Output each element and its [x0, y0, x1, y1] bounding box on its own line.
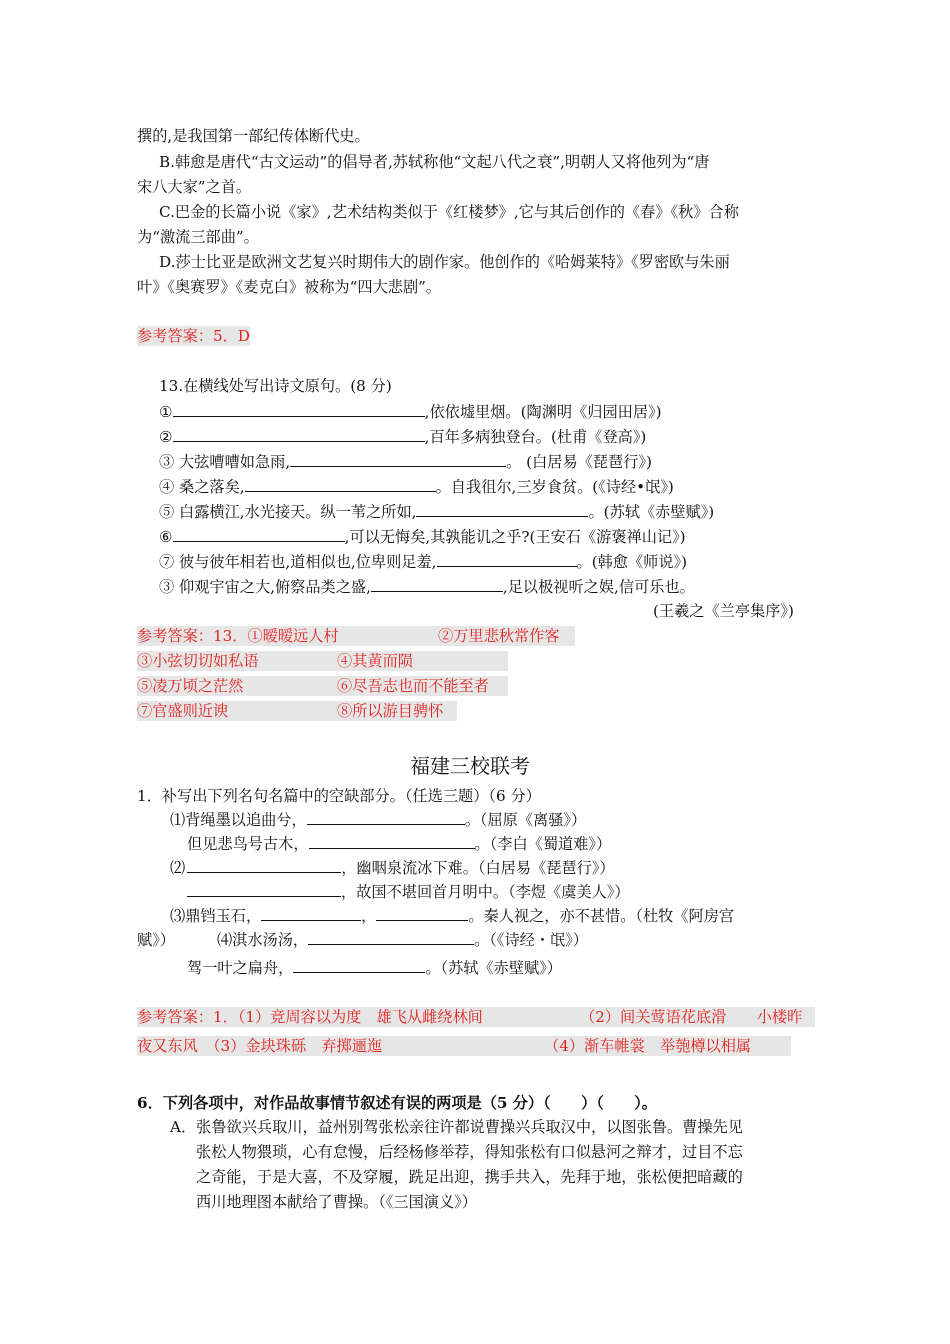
text-line: 撰的,是我国第一部纪传体断代史。 — [137, 127, 370, 145]
fill-blank — [371, 576, 503, 592]
fill-blank — [309, 833, 475, 849]
q13-item-1 — [159, 401, 662, 422]
item-suffix: ,足以极视听之娱,信可乐也。 — [502, 578, 695, 596]
fill-blank — [173, 526, 345, 542]
line-mid: ， — [361, 907, 377, 925]
answer-13-4: ④其黄而陨 — [337, 652, 413, 670]
line-prefix: ⑵ — [170, 859, 186, 877]
answer-13-7: ⑦官盛则近谀 — [137, 702, 229, 720]
answer-13-1: 参考答案：13．①暧暧远人村 — [137, 627, 339, 645]
fj-line-1 — [170, 809, 586, 830]
answer-13-6: ⑥尽吾志也而不能至者 — [337, 677, 489, 695]
q6-title: 6．下列各项中，对作品故事情节叙述有误的两项是（5 分）（ ）（ ）。 — [137, 1094, 657, 1112]
fill-blank — [307, 809, 465, 825]
answer-5: 参考答案：5．D — [137, 327, 250, 345]
answer-13-row3 — [137, 676, 508, 696]
item-suffix: 。(苏轼《赤壁赋》) — [588, 503, 715, 521]
answer-fj-2b: （4）渐车帷裳 举匏樽以相属 — [544, 1037, 752, 1055]
line-prefix: ⑴背绳墨以追曲兮， — [170, 811, 307, 829]
fill-blank — [187, 881, 341, 897]
answer-fj-row2 — [137, 1036, 791, 1056]
q13-item-4 — [159, 476, 674, 497]
line-prefix: ⑶鼎铛玉石， — [170, 907, 262, 925]
item-prefix: ③ 仰观宇宙之大,俯察品类之盛, — [159, 578, 371, 596]
answer-13-5: ⑤凌万顷之茫然 — [137, 677, 244, 695]
item-prefix: ⑦ 彼与彼年相若也,道相似也,位卑则足羞, — [159, 553, 437, 571]
q6-option-a-line4: 西川地理图本献给了曹操。（《三国演义》） — [196, 1193, 477, 1211]
fj-line-4 — [187, 881, 630, 902]
option-b-line1: B.韩愈是唐代“古文运动”的倡导者,苏轼称他“文起八代之衰”,明朝人又将他列为“唐 — [159, 153, 710, 171]
fill-blank — [290, 451, 506, 467]
line-suffix: ，故国不堪回首月明中。（李煜《虞美人》） — [341, 883, 630, 901]
option-b-line2: 宋八大家”之首。 — [137, 178, 252, 196]
q13-item-8-source: (王羲之《兰亭集序》) — [653, 602, 794, 620]
fj-line-2 — [187, 833, 611, 854]
answer-fj-1a: 参考答案：1．（1）竞周容以为度 雄飞从雌绕林间 — [137, 1008, 483, 1026]
q13-item-7 — [159, 551, 687, 572]
option-d-line1: D.莎士比亚是欧洲文艺复兴时期伟大的剧作家。他创作的《哈姆莱特》《罗密欧与朱丽 — [159, 253, 730, 271]
item-suffix: ,依依墟里烟。(陶渊明《归园田居》) — [424, 403, 662, 421]
fill-blank — [261, 905, 361, 921]
item-prefix: ② — [159, 428, 173, 446]
item-suffix: 。 (白居易《琵琶行》) — [506, 453, 652, 471]
item-suffix: 。(韩愈《师说》) — [576, 553, 688, 571]
item-prefix: ④ 桑之落矣, — [159, 478, 245, 496]
fill-blank — [376, 905, 468, 921]
answer-fj-row1 — [137, 1007, 815, 1027]
item-prefix: ① — [159, 403, 173, 421]
line-suffix: ，幽咽泉流冰下难。（白居易《琵琶行》） — [341, 859, 615, 877]
item-suffix: ,百年多病独登台。(杜甫《登高》) — [424, 428, 647, 446]
fill-blank — [245, 476, 436, 492]
line-suffix: 。（屈原《离骚》） — [464, 811, 587, 829]
line-prefix: 赋》） — [137, 931, 175, 949]
line-suffix: 。秦人视之，亦不甚惜。（杜牧《阿房宫 — [468, 907, 735, 925]
item-prefix: ⑤ 白露横江,水光接天。纵一苇之所如, — [159, 503, 417, 521]
fj-line-7 — [187, 957, 562, 978]
line-prefix: 驾一叶之扁舟， — [187, 959, 294, 977]
answer-13-3: ③小弦切切如私语 — [137, 652, 259, 670]
fill-blank — [293, 957, 425, 973]
fill-blank — [308, 929, 474, 945]
answer-13-row1 — [137, 626, 575, 646]
answer-13-row4 — [137, 701, 457, 721]
option-c-line1: C.巴金的长篇小说《家》,艺术结构类似于《红楼梦》,它与其后创作的《春》《秋》合称 — [159, 203, 739, 221]
item-suffix: 。自我徂尔,三岁食贫。(《诗经•氓》) — [435, 478, 674, 496]
q13-item-5 — [159, 501, 714, 522]
answer-fj-2a: 夜又东风 （3）金块珠砾 弃掷逦迤 — [137, 1037, 383, 1055]
q6-option-a-line1: A．张鲁欲兴兵取川，益州别驾张松亲往许都说曹操兴兵取汉中，以图张鲁。曹操先见 — [170, 1118, 743, 1136]
line-suffix: 。（《诗经・氓》） — [474, 931, 588, 949]
line-prefix: 但见悲鸟号古木， — [187, 835, 309, 853]
fill-blank — [173, 426, 425, 442]
item-prefix: ⑥ — [159, 528, 173, 546]
answer-13-row2 — [137, 651, 508, 671]
q13-item-2 — [159, 426, 646, 447]
fj-line-6 — [137, 929, 588, 950]
q13-item-6 — [159, 526, 686, 547]
fj-line-3 — [170, 857, 615, 878]
option-d-line2: 叶》《奥赛罗》《麦克白》被称为“四大悲剧”。 — [137, 278, 442, 296]
answer-fj-1b: （2）间关莺语花底滑 小楼昨 — [580, 1008, 803, 1026]
line-suffix: 。（苏轼《赤壁赋》） — [425, 959, 562, 977]
q6-option-a-line2: 张松人物猥琐，心有怠慢，后经杨修举荐，得知张松有口似悬河之辩才，过目不忘 — [196, 1143, 743, 1161]
fj-line-5 — [170, 905, 734, 926]
fill-blank — [437, 551, 577, 567]
fill-blank — [187, 857, 341, 873]
q6-option-a-line3: 之奇能，于是大喜，不及穿履，跣足出迎，携手共入，先拜于地，张松便把暗藏的 — [196, 1168, 743, 1186]
section-heading: 福建三校联考 — [410, 754, 530, 778]
q13-item-8 — [159, 576, 695, 597]
item-suffix: ,可以无悔矣,其孰能讥之乎?(王安石《游褒禅山记》) — [344, 528, 686, 546]
answer-13-8: ⑧所以游目骋怀 — [337, 702, 444, 720]
option-c-line2: 为“激流三部曲”。 — [137, 228, 259, 246]
answer-13-2: ②万里悲秋常作客 — [438, 627, 560, 645]
line-mid: ⑷淇水汤汤， — [216, 931, 309, 949]
item-prefix: ③ 大弦嘈嘈如急雨, — [159, 453, 291, 471]
fill-blank — [416, 501, 588, 517]
fj-q1-title: 1．补写出下列名句名篇中的空缺部分。（任选三题）（6 分） — [137, 787, 541, 805]
fill-blank — [173, 401, 425, 417]
q13-item-3 — [159, 451, 652, 472]
q13-title: 13.在横线处写出诗文原句。(8 分) — [159, 377, 392, 395]
line-suffix: 。（李白《蜀道难》） — [474, 835, 612, 853]
